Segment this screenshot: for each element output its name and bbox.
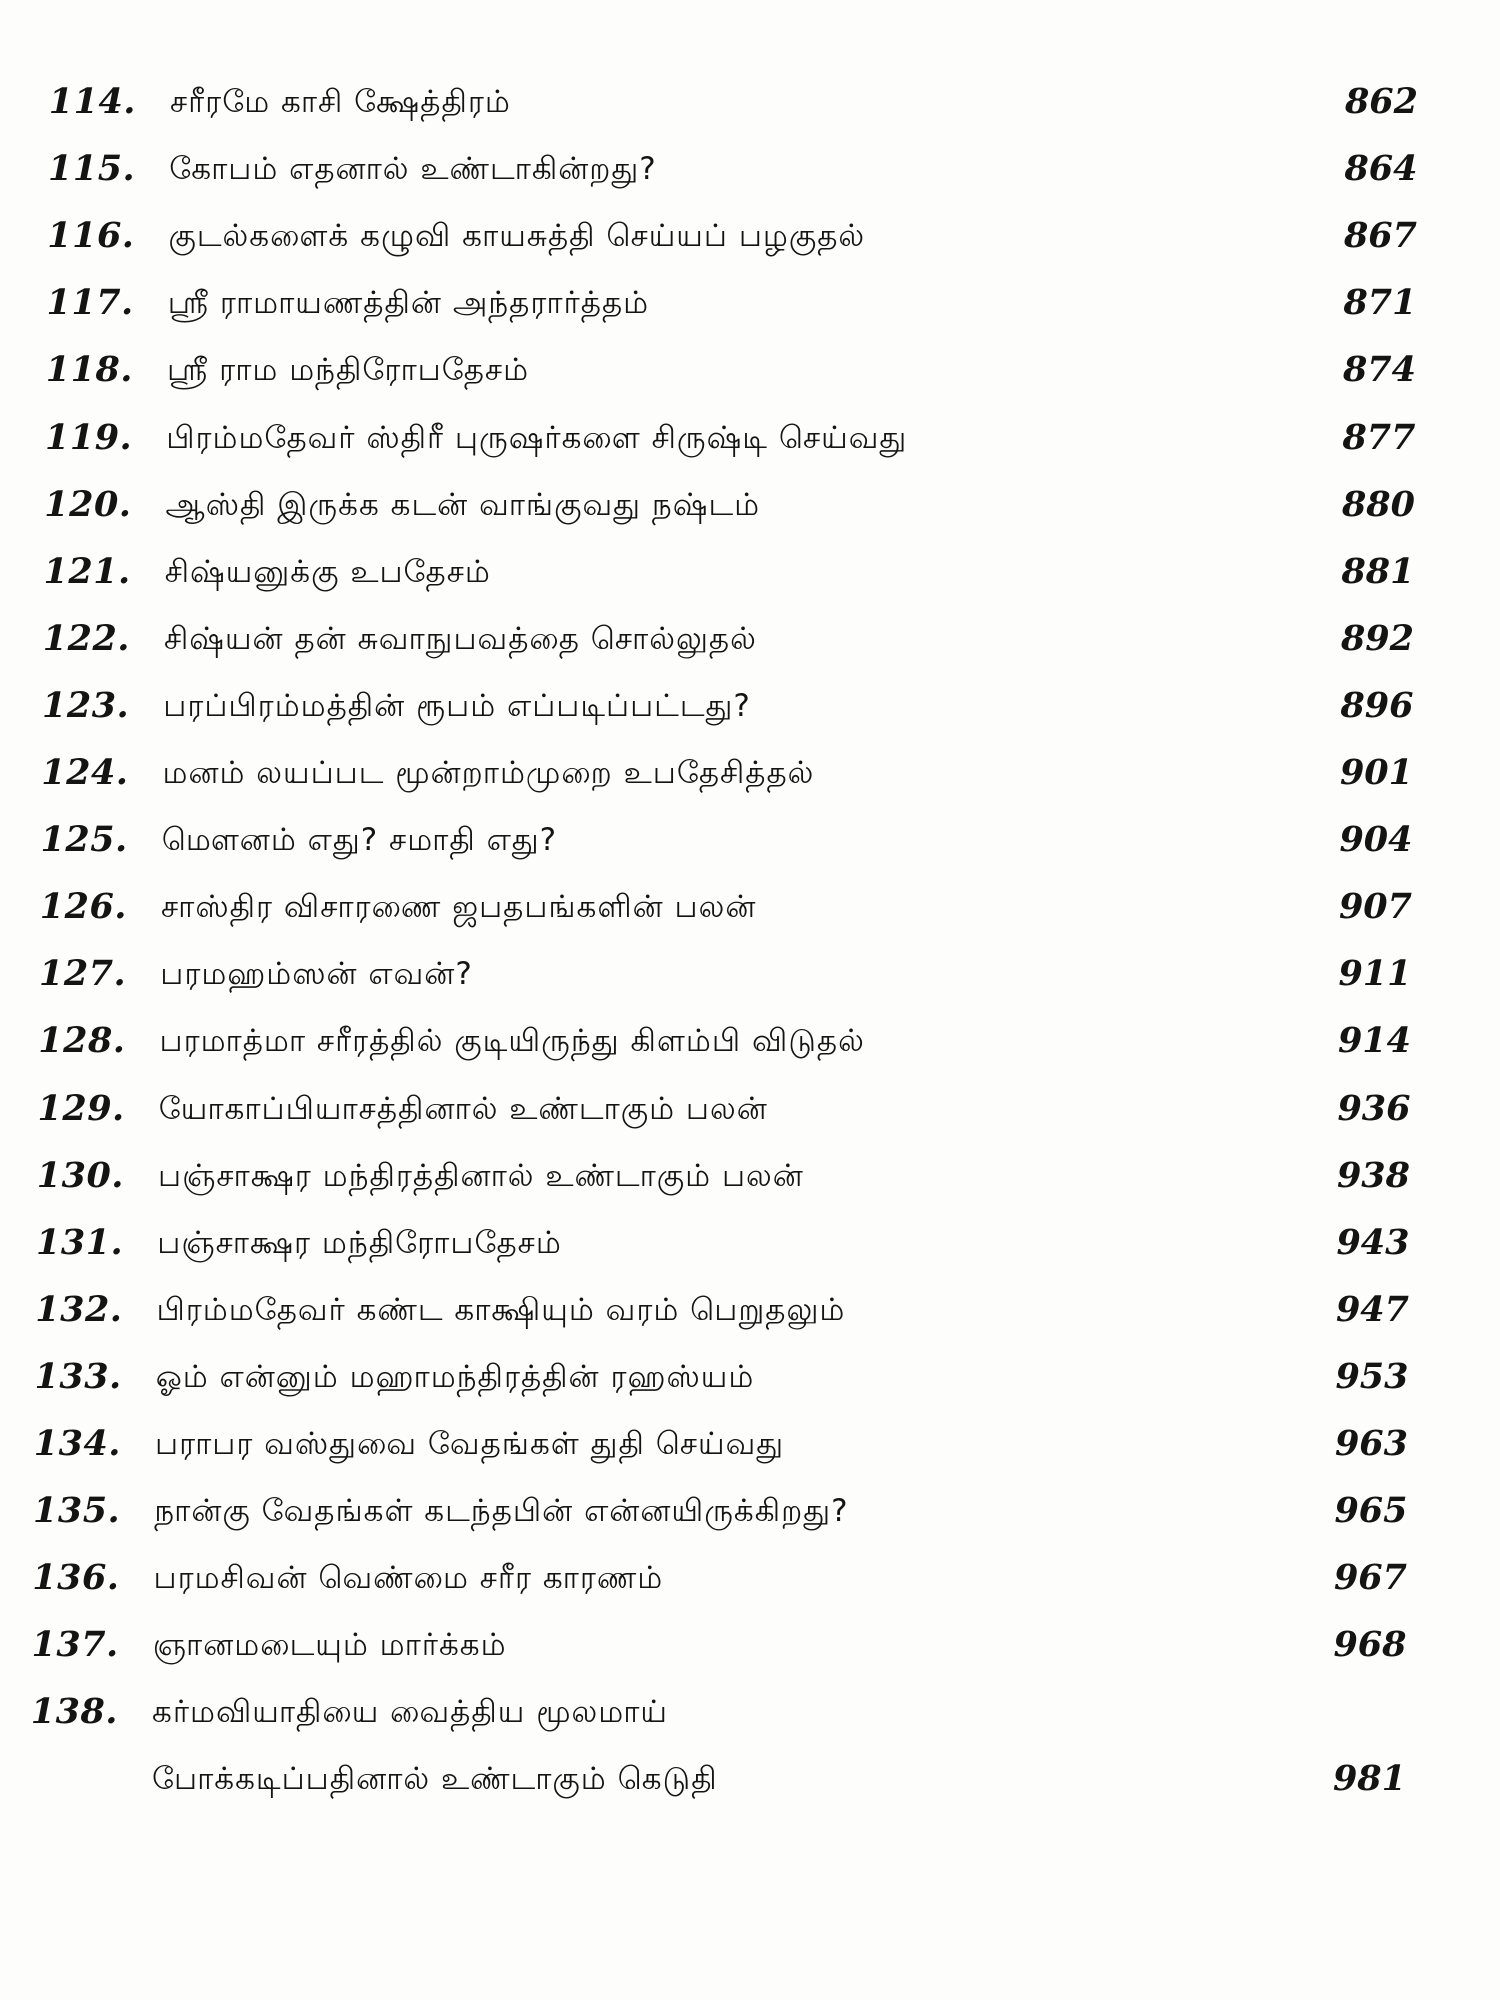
entry-title: சரீரமே காசி க்ஷேத்திரம்: [170, 84, 511, 120]
entry-page-number: 880: [1341, 483, 1415, 525]
entry-title: பஞ்சாக்ஷர மந்திரத்தினால் உண்டாகும் பலன்: [158, 1157, 804, 1194]
entry-number: 115.: [48, 148, 136, 190]
toc-entry: [0, 340, 1500, 400]
entry-number: 125.: [40, 819, 128, 861]
entry-title: மனம் லயப்பட மூன்றாம்முறை உபதேசித்தல்: [162, 755, 815, 791]
entry-number: 118.: [45, 349, 133, 391]
toc-entry: [0, 1414, 1500, 1474]
entry-number: 131.: [36, 1221, 124, 1263]
entry-page-number: 981: [1332, 1758, 1406, 1800]
entry-page-number: 907: [1338, 886, 1412, 928]
toc-entry: [0, 810, 1500, 870]
entry-number: 120.: [44, 483, 132, 525]
toc-entry: [0, 944, 1500, 1004]
entry-title: கோபம் எதனால் உண்டாகின்றது?: [169, 151, 657, 188]
entry-title: ஸ்ரீ ராம மந்திரோபதேசம்: [167, 352, 530, 389]
toc-entry: [0, 1213, 1500, 1273]
entry-page-number: 968: [1333, 1624, 1407, 1666]
toc-entry: [0, 139, 1500, 199]
toc-entry: [0, 206, 1500, 266]
entry-title: சிஷ்யன் தன் சுவாநுபவத்தை சொல்லுதல்: [164, 620, 757, 657]
toc-entry: [0, 273, 1500, 333]
entry-page-number: 881: [1341, 550, 1415, 592]
entry-page-number: 936: [1337, 1087, 1411, 1129]
entry-number: 130.: [36, 1154, 124, 1196]
entry-page-number: 874: [1342, 349, 1416, 391]
entry-number: 122.: [42, 617, 130, 659]
entry-number: 114.: [48, 81, 136, 122]
toc-entry: [0, 743, 1500, 803]
entry-title: பராபர வஸ்துவை வேதங்கள் துதி செய்வது: [155, 1426, 785, 1462]
entry-title: பரமஹம்ஸன் எவன்?: [160, 956, 473, 993]
entry-page-number: 965: [1334, 1490, 1408, 1532]
entry-page-number: 914: [1337, 1020, 1411, 1062]
entry-number: 124.: [41, 752, 129, 793]
toc-entry: [0, 72, 1500, 132]
entry-title: பரமசிவன் வெண்மை சரீர காரணம்: [153, 1560, 664, 1597]
entry-number: 126.: [39, 886, 127, 928]
entry-number: 127.: [39, 953, 127, 995]
entry-title: குடல்களைக் கழுவி காயசுத்தி செய்யப் பழகுதல்: [168, 218, 866, 255]
entry-number: 136.: [32, 1557, 120, 1599]
entry-title: பிரம்மதேவர் ஸ்திரீ புருஷர்களை சிருஷ்டி செய்வது: [166, 419, 908, 456]
entry-page-number: 871: [1343, 282, 1417, 324]
entry-page-number: 892: [1340, 617, 1414, 659]
entry-page-number: 911: [1338, 953, 1412, 995]
entry-number: 123.: [42, 684, 130, 726]
toc-entry: [0, 676, 1500, 736]
entry-page-number: 953: [1335, 1355, 1409, 1397]
entry-number: 133.: [34, 1355, 122, 1397]
entry-page-number: 943: [1336, 1221, 1410, 1263]
entry-title: ஸ்ரீ ராமாயணத்தின் அந்தரார்த்தம்: [167, 285, 650, 322]
entry-title: ஓம் என்னும் மஹாமந்திரத்தின் ரஹஸ்யம்: [155, 1358, 755, 1395]
entry-number: 138.: [30, 1691, 118, 1733]
entry-title-line1: கர்மவியாதியை வைத்திய மூலமாய்: [152, 1694, 668, 1731]
entry-title: பிரம்மதேவர் கண்ட காக்ஷியும் வரம் பெறுதலும்: [156, 1291, 846, 1328]
entry-page-number: 967: [1333, 1557, 1407, 1599]
entry-title: நான்கு வேதங்கள் கடந்தபின் என்னயிருக்கிறது?: [154, 1493, 849, 1530]
entry-number: 116.: [47, 215, 135, 257]
entry-title: யோகாப்பியாசத்தினால் உண்டாகும் பலன்: [158, 1090, 768, 1127]
entry-page-number: 896: [1340, 684, 1414, 726]
entry-number: 135.: [33, 1490, 121, 1532]
entry-page-number: 938: [1336, 1154, 1410, 1196]
toc-entry: [0, 877, 1500, 937]
entry-page-number: 904: [1339, 819, 1413, 861]
entry-number: 129.: [37, 1087, 125, 1129]
entry-title: சிஷ்யனுக்கு உபதேசம்: [164, 553, 491, 590]
entry-title: மௌனம் எது? சமாதி எது?: [161, 822, 558, 859]
toc-entry: [0, 475, 1500, 535]
entry-page-number: 877: [1342, 416, 1416, 458]
entry-number: 137.: [31, 1624, 119, 1666]
entry-page-number: 947: [1335, 1288, 1409, 1330]
entry-title: பரமாத்மா சரீரத்தில் குடியிருந்து கிளம்பி விடுதல்: [159, 1023, 865, 1060]
entry-title: சாஸ்திர விசாரணை ஜபதபங்களின் பலன்: [161, 889, 757, 926]
entry-title: ஞானமடையும் மார்க்கம்: [152, 1627, 507, 1664]
entry-title: பரப்பிரம்மத்தின் ரூபம் எப்படிப்பட்டது?: [163, 687, 751, 724]
entry-number: 132.: [35, 1288, 123, 1330]
toc-entry: [0, 542, 1500, 602]
toc-entry: [0, 1011, 1500, 1071]
toc-entry: [0, 1079, 1500, 1139]
entry-page-number: 864: [1344, 148, 1418, 190]
toc-entry-138: [0, 1682, 1500, 1812]
entry-number: 134.: [33, 1423, 121, 1464]
toc-entry: [0, 1347, 1500, 1407]
toc-entry: [0, 609, 1500, 669]
entry-title-line2: போக்கடிப்பதினால் உண்டாகும் கெடுதி: [152, 1761, 718, 1798]
entry-number: 117.: [46, 282, 134, 324]
toc-entry: [0, 1548, 1500, 1608]
toc-entry: [0, 1280, 1500, 1340]
entry-title: ஆஸ்தி இருக்க கடன் வாங்குவது நஷ்டம்: [165, 486, 761, 523]
entry-page-number: 862: [1344, 81, 1418, 122]
toc-entry: [0, 1615, 1500, 1675]
toc-entry: [0, 408, 1500, 468]
toc-entry: [0, 1146, 1500, 1206]
entry-title: பஞ்சாக்ஷர மந்திரோபதேசம்: [157, 1224, 562, 1261]
entry-page-number: 867: [1343, 215, 1417, 257]
entry-number: 119.: [45, 416, 133, 458]
entry-number: 128.: [38, 1020, 126, 1062]
entry-page-number: 963: [1334, 1423, 1408, 1464]
entry-page-number: 901: [1339, 752, 1413, 793]
toc-entry: [0, 1481, 1500, 1541]
entry-number: 121.: [43, 550, 131, 592]
